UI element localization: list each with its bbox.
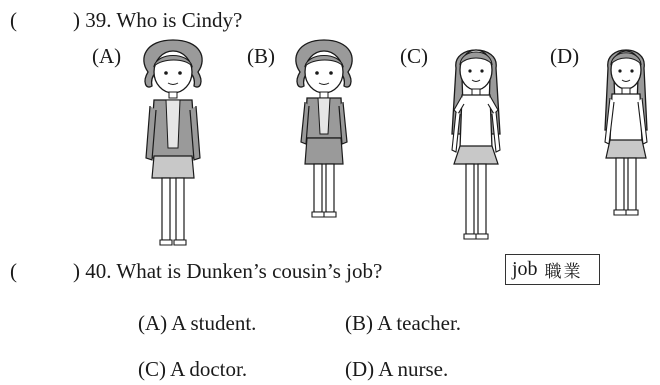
question-40-line	[73, 261, 382, 282]
answer-blank-open-39: (	[10, 8, 17, 32]
option-label: (B)	[345, 311, 373, 335]
figure-a-girl-illustration	[138, 38, 208, 250]
question-prompt: Who is Cindy?	[116, 8, 243, 32]
question-39-number	[73, 10, 242, 31]
option-40-d	[345, 359, 448, 380]
figure-b-girl-illustration	[290, 38, 358, 222]
question-prompt: What is Dunken’s cousin’s job?	[116, 259, 383, 283]
option-text: A doctor.	[170, 357, 248, 381]
option-label: (C)	[138, 357, 166, 381]
option-d-label: (D)	[550, 44, 580, 68]
option-40-b	[345, 313, 461, 334]
figure-d-girl-illustration	[600, 38, 652, 220]
question-number: 40.	[85, 259, 112, 283]
glossary-box	[505, 254, 600, 285]
option-40-c	[138, 359, 247, 380]
glossary-word: job	[512, 258, 538, 280]
closing-paren: )	[73, 8, 80, 32]
option-40-a	[138, 313, 256, 334]
option-label: (A)	[138, 311, 168, 335]
option-text: A student.	[171, 311, 257, 335]
option-b-label: (B)	[247, 44, 275, 68]
option-text: A nurse.	[378, 357, 449, 381]
figure-c-girl-illustration	[446, 38, 506, 244]
answer-blank-open-40: (	[10, 259, 17, 283]
option-a-label: (A)	[92, 44, 122, 68]
option-label: (D)	[345, 357, 375, 381]
option-text: A teacher.	[377, 311, 462, 335]
option-c-label: (C)	[400, 44, 428, 68]
glossary-translation: 職業	[544, 262, 583, 282]
question-number: 39.	[85, 8, 112, 32]
closing-paren: )	[73, 259, 80, 283]
